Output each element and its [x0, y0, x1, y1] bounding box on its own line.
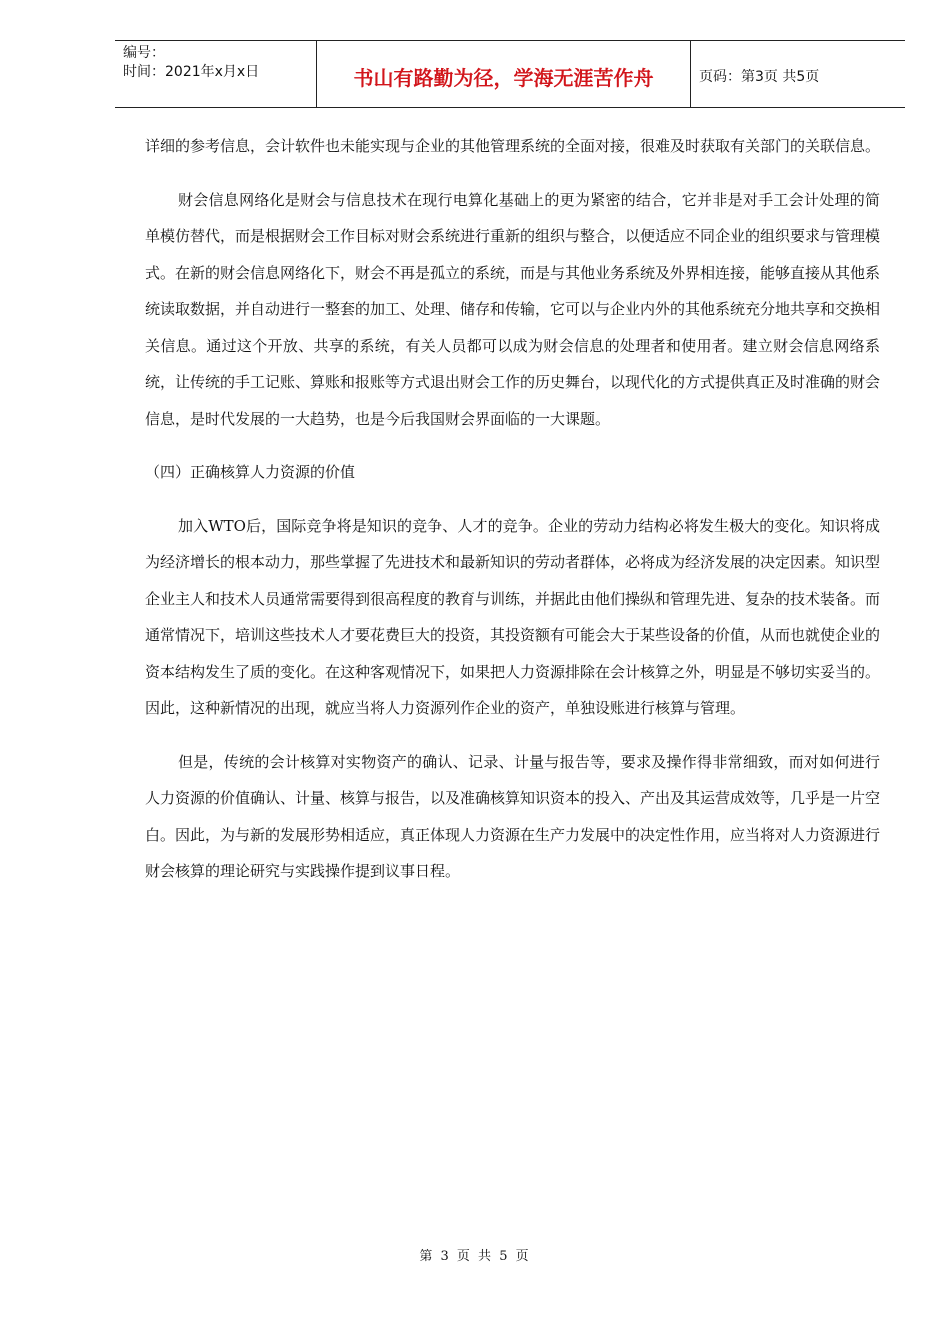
body-paragraph: 加入WTO后，国际竞争将是知识的竞争、人才的竞争。企业的劳动力结构必将发生极大的变化。知识将成为经济增长的根本动力，那些掌握了先进技术和最新知识的劳动者群体，必将成为经济发展的决定因素。知识型企业主人和技术人员通常需要得到很高程度的教育与训练，并据此由他们操纵和管理先进、复杂的技术装备。而通常情况下，培训这些技术人才要花费巨大的投资，其投资额有可能会大于某些设备的价值，从而也就使企业的资本结构发生了质的变化。在这种客观情况下，如果把人力资源排除在会计核算之外，明显是不够切实妥当的。因此，这种新情况的出现，就应当将人力资源列作企业的资产，单独设账进行核算与管理。 [145, 516, 881, 717]
header-page-cell [691, 41, 905, 107]
page-footer: 第 3 页 共 5 页 [419, 1249, 531, 1264]
body-paragraph: 财会信息网络化是财会与信息技术在现行电算化基础上的更为紧密的结合，它并非是对手工会计处理的简单模仿替代，而是根据财会工作目标对财会系统进行重新的组织与整合，以便适应不同企业的组织要求与管理模式。在新的财会信息网络化下，财会不再是孤立的系统，而是与其他业务系统及外界相连接，能够直接从其他系统读取数据，并自动进行一整套的加工、处理、储存和传输，它可以与企业内外的其他系统充分地共享和交换相关信息。通过这个开放、共享的系统，有关人员都可以成为财会信息的处理者和使用者。建立财会信息网络系统，让传统的手工记账、算账和报账等方式退出财会工作的历史舞台，以现代化的方式提供真正及时准确的财会信息，是时代发展的一大趋势，也是今后我国财会界面临的一大课题。 [145, 190, 881, 428]
page-header [115, 40, 905, 108]
header-meta-cell [115, 41, 317, 107]
header-motto-cell [317, 41, 691, 107]
document-number-label: 编号： [123, 45, 165, 61]
document-body [145, 128, 880, 890]
document-time-label: 时间：2021年x月x日 [123, 64, 260, 80]
header-motto: 书山有路勤为径，学海无涯苦作舟 [353, 65, 654, 90]
body-paragraph: 但是，传统的会计核算对实物资产的确认、记录、计量与报告等，要求及操作得非常细致，而对如何进行人力资源的价值确认、计量、核算与报告，以及准确核算知识资本的投入、产出及其运营成效等，几乎是一片空白。因此，为与新的发展形势相适应，真正体现人力资源在生产力发展中的决定性作用，应当将对人力资源进行财会核算的理论研究与实践操作提到议事日程。 [145, 752, 881, 880]
body-paragraph: 详细的参考信息，会计软件也未能实现与企业的其他管理系统的全面对接，很难及时获取有关部门的关联信息。 [145, 137, 881, 155]
header-page-number: 页码：第3页 共5页 [699, 69, 820, 85]
section-heading: （四）正确核算人力资源的价值 [145, 463, 356, 481]
